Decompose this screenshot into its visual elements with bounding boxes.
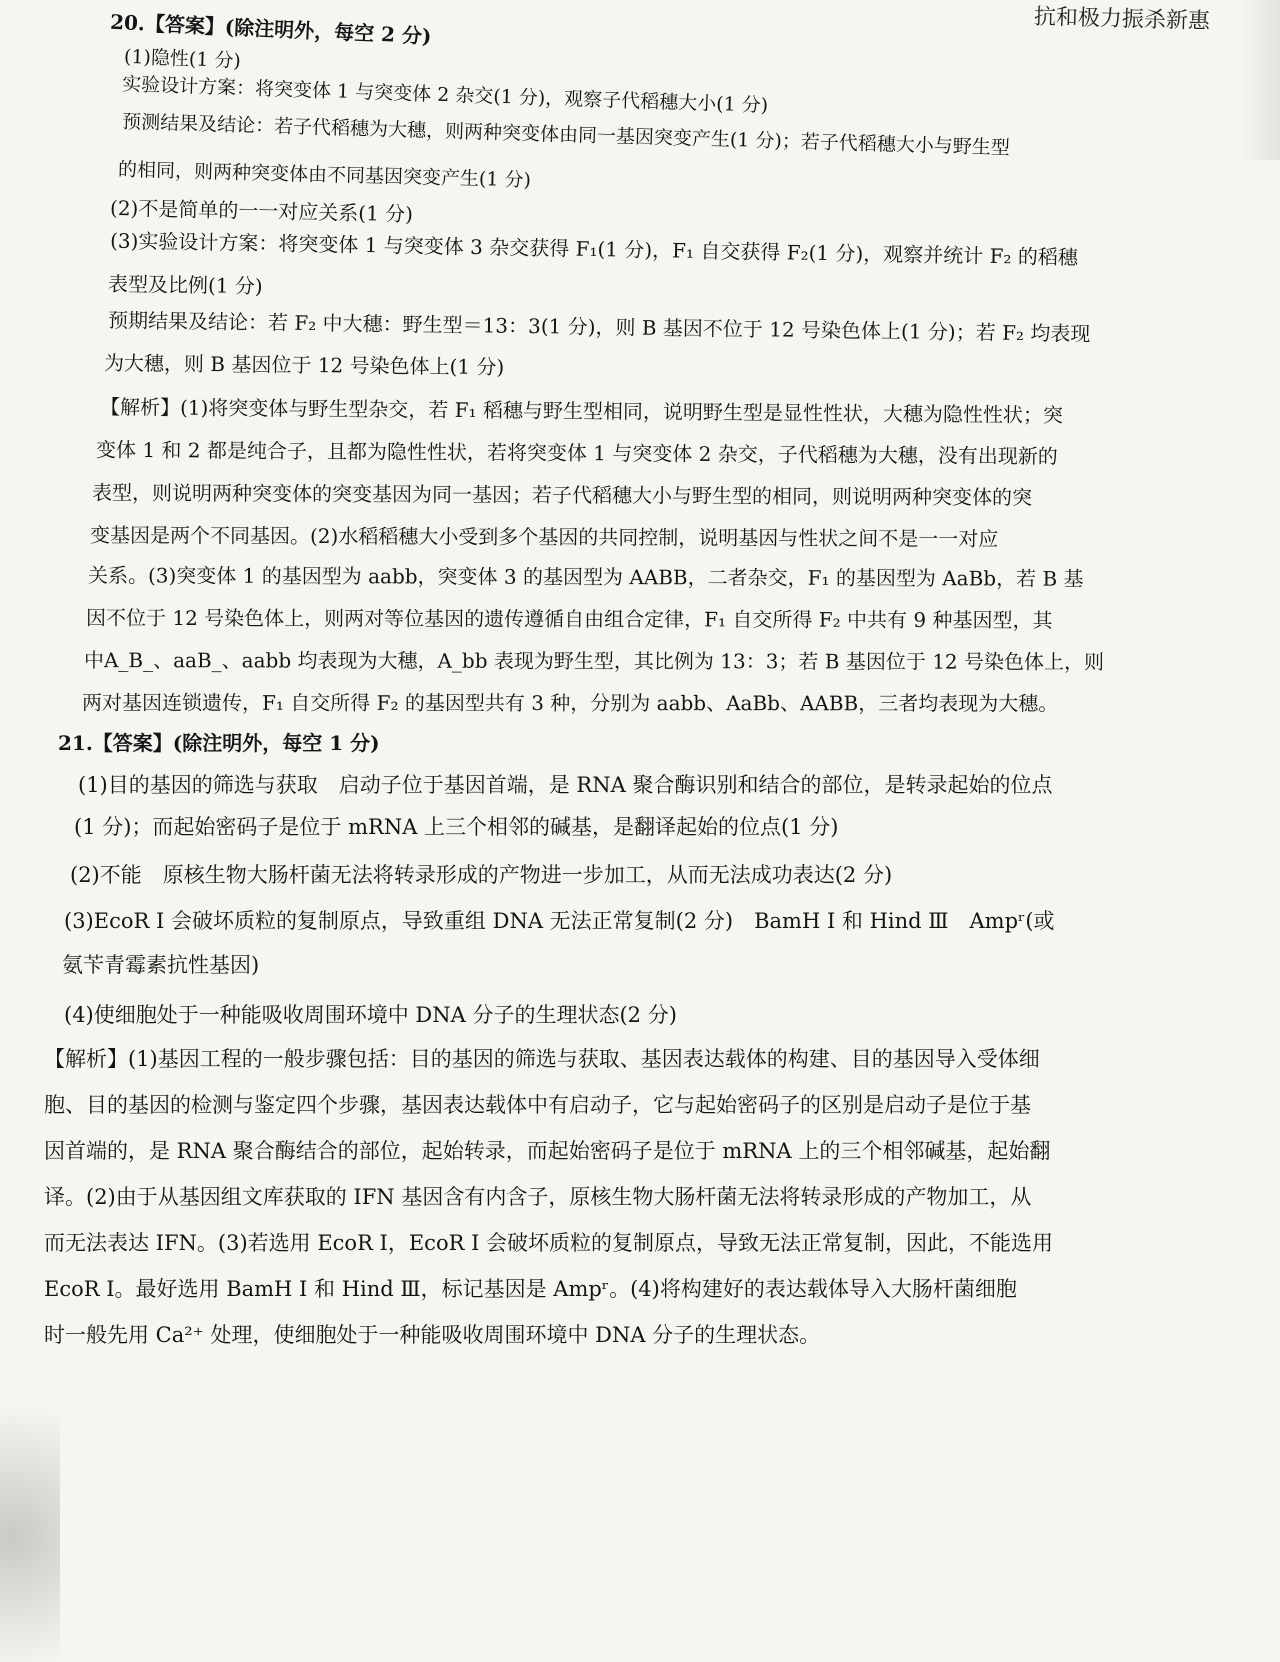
analysis-20-line-1: 【解析】(1)将突变体与野生型杂交，若 F₁ 稻穗与野生型相同，说明野生型是显性性状，大穗为隐性性状；突 — [99, 394, 1064, 428]
answer-21-part3: (3)EcoR Ⅰ 会破坏质粒的复制原点，导致重组 DNA 无法正常复制(2 分) BamH Ⅰ 和 Hind Ⅲ Ampʳ(或 — [64, 909, 1055, 933]
answer-20-design-1: 实验设计方案：将突变体 1 与突变体 2 杂交(1 分)，观察子代稻穗大小(1 分) — [121, 73, 769, 117]
analysis-20-line-5: 关系。(3)突变体 1 的基因型为 aabb，突变体 3 的基因型为 AABB，二者杂交，F₁ 的基因型为 AaBb，若 B 基 — [87, 563, 1084, 591]
header-fragment: 抗和极力振杀新惠 — [1033, 4, 1211, 35]
answer-20-prediction-2: 的相同，则两种突变体由不同基因突变产生(1 分) — [117, 158, 532, 192]
analysis-20-line-7: 中A_B_、aaB_、aabb 均表现为大穗，A_bb 表现为野生型，其比例为 13：3；若 B 基因位于 12 号染色体上，则 — [83, 648, 1105, 674]
answer-21-part2: (2)不能 原核生物大肠杆菌无法将转录形成的产物进一步加工，从而无法成功表达(2 分) — [70, 863, 893, 887]
analysis-21-line-3: 因首端的，是 RNA 聚合酶结合的部位，起始转录，而起始密码子是位于 mRNA 上的三个相邻碱基，起始翻 — [44, 1139, 1051, 1163]
scan-shadow-right — [1240, 0, 1280, 160]
answer-20-part1: (1)隐性(1 分) — [123, 45, 242, 73]
analysis-21-line-6: EcoR Ⅰ。最好选用 BamH Ⅰ 和 Hind Ⅲ，标记基因是 Ampʳ。(4)将构建好的表达载体导入大肠杆菌细胞 — [44, 1277, 1017, 1301]
analysis-20-line-3: 表型，则说明两种突变体的突变基因为同一基因；若子代稻穗大小与野生型的相同，则说明两种突变体的突 — [91, 480, 1033, 510]
analysis-20-line-8: 两对基因连锁遗传，F₁ 自交所得 F₂ 的基因型共有 3 种，分别为 aabb、AaBb、AABB，三者均表现为大穗。 — [81, 690, 1059, 716]
answer-20-part2: (2)不是简单的一一对应关系(1 分) — [109, 195, 414, 227]
answer-20-part3-design: (3)实验设计方案：将突变体 1 与突变体 3 杂交获得 F₁(1 分)，F₁ 自交获得 F₂(1 分)，观察并统计 F₂ 的稻穗 — [109, 228, 1079, 270]
answer-20-part3-prediction: 预期结果及结论：若 F₂ 中大穗：野生型＝13：3(1 分)，则 B 基因不位于 12 号染色体上(1 分)；若 F₂ 均表现 — [107, 308, 1091, 346]
analysis-21-line-7: 时一般先用 Ca²⁺ 处理，使细胞处于一种能吸收周围环境中 DNA 分子的生理状态。 — [44, 1323, 821, 1347]
answer-20-prediction-1: 预测结果及结论：若子代稻穗为大穗，则两种突变体由同一基因突变产生(1 分)；若子代稻穗大小与野生型 — [121, 110, 1011, 160]
answer-20-part3-design-cont: 表型及比例(1 分) — [107, 271, 263, 299]
answer-21-part1-cont: (1 分)；而起始密码子是位于 mRNA 上三个相邻的碱基，是翻译起始的位点(1 分) — [74, 815, 839, 839]
answer-21-part3-cont: 氨苄青霉素抗性基因) — [62, 953, 260, 977]
analysis-21-line-4: 译。(2)由于从基因组文库获取的 IFN 基因含有内含子，原核生物大肠杆菌无法将转录形成的产物加工，从 — [44, 1185, 1032, 1209]
answer-heading-21: 21.【答案】(除注明外，每空 1 分) — [58, 731, 380, 755]
analysis-21-line-2: 胞、目的基因的检测与鉴定四个步骤，基因表达载体中有启动子，它与起始密码子的区别是启动子是位于基 — [44, 1093, 1031, 1117]
answer-21-part1: (1)目的基因的筛选与获取 启动子位于基因首端，是 RNA 聚合酶识别和结合的部位，是转录起始的位点 — [78, 773, 1053, 797]
analysis-20-line-6: 因不位于 12 号染色体上，则两对等位基因的遗传遵循自由组合定律，F₁ 自交所得 F₂ 中共有 9 种基因型，其 — [85, 605, 1053, 633]
analysis-20-line-4: 变基因是两个不同基因。(2)水稻稻穗大小受到多个基因的共同控制，说明基因与性状之间不是一一对应 — [89, 523, 999, 551]
analysis-20-line-2: 变体 1 和 2 都是纯合子，且都为隐性性状，若将突变体 1 与突变体 2 杂交，子代稻穗为大穗，没有出现新的 — [95, 437, 1058, 469]
analysis-21-line-5: 而无法表达 IFN。(3)若选用 EcoR Ⅰ，EcoR Ⅰ 会破坏质粒的复制原点，导致无法正常复制，因此，不能选用 — [44, 1231, 1054, 1255]
answer-heading-20: 20.【答案】(除注明外，每空 2 分) — [109, 9, 432, 49]
answer-21-part4: (4)使细胞处于一种能吸收周围环境中 DNA 分子的生理状态(2 分) — [64, 1003, 677, 1027]
analysis-21-line-1: 【解析】(1)基因工程的一般步骤包括：目的基因的筛选与获取、基因表达载体的构建、目的基因导入受体细 — [44, 1047, 1040, 1071]
scan-smudge-left — [0, 1350, 60, 1662]
answer-20-part3-prediction-cont: 为大穗，则 B 基因位于 12 号染色体上(1 分) — [103, 350, 505, 380]
